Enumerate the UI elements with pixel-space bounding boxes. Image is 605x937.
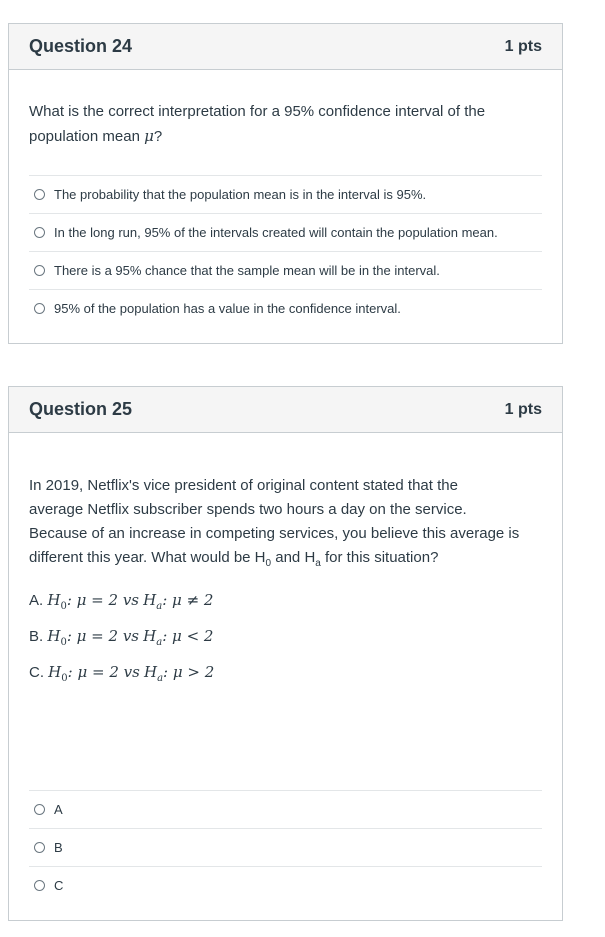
prompt-line: What is the correct interpretation for a 95% confidence interval of the — [29, 103, 486, 120]
prompt-line — [29, 546, 542, 576]
vs-text: vs — [122, 591, 139, 609]
hypothesis-option-c — [29, 654, 542, 690]
question-body — [9, 100, 562, 327]
prompt-text: for this situation? — [320, 549, 439, 566]
prompt-text: and H — [271, 549, 316, 566]
question-body — [9, 474, 562, 904]
h0-symbol: H — [47, 627, 61, 645]
alt-hypothesis: : μ ≠ 2 — [162, 591, 214, 609]
question-header — [9, 24, 562, 70]
h0-symbol: H — [48, 663, 62, 681]
answer-label: In the long run, 95% of the intervals created will contain the population mean. — [54, 225, 498, 240]
radio-button[interactable] — [34, 227, 45, 238]
radio-button[interactable] — [34, 265, 45, 276]
subscript-0: 0 — [265, 558, 272, 569]
alt-hypothesis: : μ < 2 — [162, 627, 214, 645]
option-letter: C. — [29, 664, 44, 681]
prompt-line: In 2019, Netflix's vice president of original content stated that the — [29, 477, 458, 494]
question-title: Question 24 — [29, 36, 133, 56]
ha-symbol: H — [143, 663, 158, 681]
hypothesis-option-b — [29, 618, 542, 654]
radio-button[interactable] — [34, 842, 45, 853]
answer-label: 95% of the population has a value in the confidence interval. — [54, 301, 401, 316]
answer-list — [29, 175, 542, 327]
h0-subscript: 0 — [60, 601, 67, 612]
question-points: 1 pts — [504, 400, 542, 418]
alt-hypothesis: : μ > 2 — [163, 663, 215, 681]
radio-button[interactable] — [34, 804, 45, 815]
radio-button[interactable] — [34, 880, 45, 891]
option-letter: B. — [29, 628, 44, 645]
answer-option[interactable] — [29, 790, 542, 828]
answer-option[interactable] — [29, 289, 542, 327]
answer-option[interactable] — [29, 828, 542, 866]
prompt-line: average Netflix subscriber spends two hours a day on the service. — [29, 501, 467, 518]
subscript-a: a — [315, 558, 321, 569]
hypothesis-option-a — [29, 582, 542, 618]
vs-text: vs — [122, 627, 139, 645]
answer-label: B — [54, 840, 63, 855]
h0-symbol: H — [47, 591, 61, 609]
answer-option[interactable] — [29, 251, 542, 289]
null-hypothesis: : μ = 2 — [67, 663, 124, 681]
answer-option[interactable] — [29, 866, 542, 904]
question-25 — [8, 386, 563, 921]
prompt-end: ? — [153, 128, 163, 145]
question-header — [9, 387, 562, 433]
answer-label: C — [54, 878, 64, 893]
ha-subscript: a — [156, 601, 163, 612]
vs-text: vs — [123, 663, 140, 681]
prompt-text: different this year. What would be H — [29, 549, 266, 566]
null-hypothesis: : μ = 2 — [66, 627, 123, 645]
ha-symbol: H — [143, 591, 157, 609]
answer-label: There is a 95% chance that the sample mean will be in the interval. — [54, 263, 440, 278]
mu-symbol: μ — [144, 127, 154, 145]
prompt-line: Because of an increase in competing services, you believe this average is — [29, 525, 520, 542]
answer-label: A — [54, 802, 63, 817]
question-prompt — [29, 100, 542, 149]
question-points: 1 pts — [504, 37, 542, 55]
option-letter: A. — [29, 592, 44, 609]
radio-button[interactable] — [34, 189, 45, 200]
answer-option[interactable] — [29, 213, 542, 251]
radio-button[interactable] — [34, 303, 45, 314]
null-hypothesis: : μ = 2 — [66, 591, 123, 609]
answer-option[interactable] — [29, 175, 542, 213]
question-title: Question 25 — [29, 399, 133, 419]
answer-list — [29, 790, 542, 904]
h0-subscript: 0 — [60, 637, 67, 648]
ha-subscript: a — [156, 637, 163, 648]
question-24 — [8, 23, 563, 344]
ha-symbol: H — [143, 627, 157, 645]
h0-subscript: 0 — [61, 673, 68, 684]
hypothesis-options — [29, 582, 542, 690]
prompt-line — [29, 124, 542, 149]
answer-label: The probability that the population mean is in the interval is 95%. — [54, 187, 427, 202]
prompt-text: population mean — [29, 128, 145, 145]
ha-subscript: a — [157, 673, 164, 684]
question-prompt — [29, 474, 542, 576]
